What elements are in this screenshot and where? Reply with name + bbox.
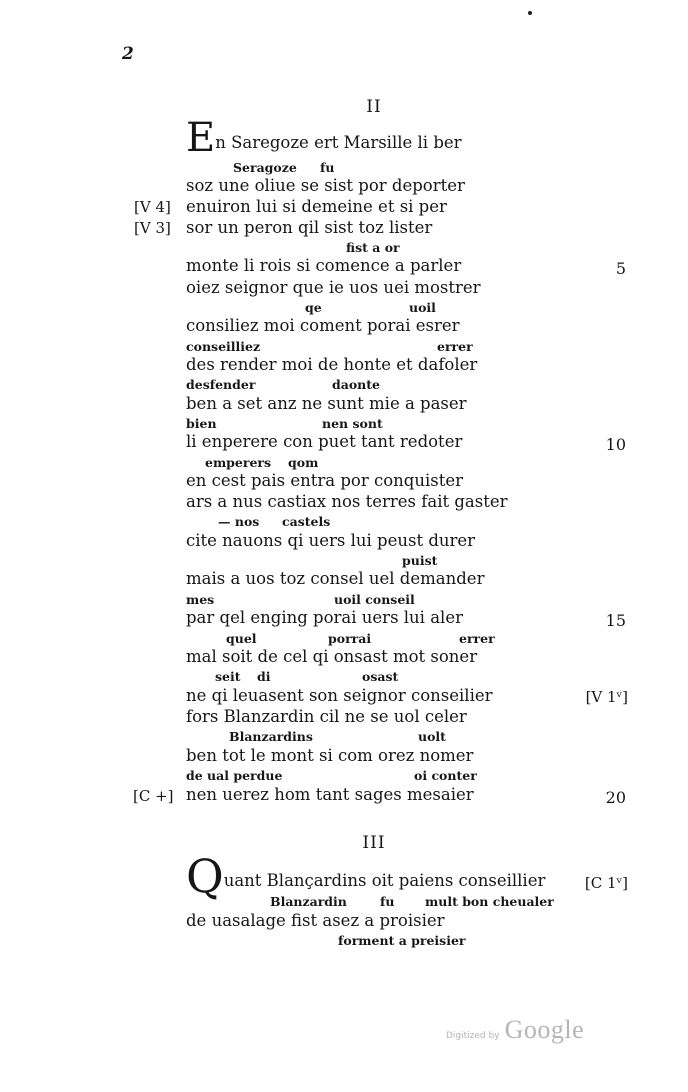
variant-reading: bien (186, 416, 217, 431)
variant-reading: Blanzardin (270, 894, 347, 909)
manuscript-siglum: [C 1ᵛ] (584, 874, 628, 892)
verse-line-18: fors Blanzardin cil ne se uol celer (186, 707, 467, 726)
verse-line-22: de uasalage fist asez a proisier (186, 911, 445, 930)
verse-line-1 (186, 115, 462, 161)
verse-line-8: des render moi de honte et dafoler (186, 355, 478, 374)
manuscript-siglum: [V 1ᵛ] (585, 688, 628, 706)
variant-reading: uoil (409, 300, 436, 315)
variant-reading: — nos (218, 514, 260, 529)
variant-reading: di (257, 669, 271, 684)
verse-line-15: par qel enging porai uers lui aler (186, 608, 463, 627)
verse-line-3: enuiron lui si demeine et si per (186, 197, 447, 216)
variant-reading: uolt (418, 729, 446, 744)
verse-line-14: mais a uos toz consel uel demander (186, 569, 485, 588)
variant-reading: conseilliez (186, 339, 261, 354)
digitized-label: Digitized by (446, 1031, 500, 1041)
variant-reading: qom (288, 455, 319, 470)
line-number: 15 (605, 611, 626, 630)
ink-dot (528, 11, 532, 15)
variant-reading: errer (459, 631, 495, 646)
variant-reading: porrai (328, 631, 372, 646)
variant-reading: fu (380, 894, 395, 909)
verse-text: n Saregoze ert Marsille li ber (215, 133, 462, 152)
verse-line-16: mal soit de cel qi onsast mot soner (186, 647, 478, 666)
variant-reading: qe (305, 300, 322, 315)
variant-reading: nen sont (322, 416, 383, 431)
variant-reading: fist a or (346, 240, 400, 255)
variant-reading: osast (362, 669, 399, 684)
variant-reading: puist (402, 553, 438, 568)
section-heading-ii: II (366, 97, 382, 117)
variant-reading: mes (186, 592, 215, 607)
page-number: 2 (122, 44, 134, 64)
line-number: 20 (605, 788, 626, 807)
variant-reading: emperers (205, 455, 272, 470)
variant-reading: Blanzardins (229, 729, 313, 744)
variant-reading: errer (437, 339, 473, 354)
verse-line-6: oiez seignor que ie uos uei mostrer (186, 278, 481, 297)
variant-reading: fu (320, 160, 335, 175)
variant-reading: de ual perdue (186, 768, 283, 783)
variant-reading: Seragoze (233, 160, 297, 175)
manuscript-siglum: [V 3] (134, 219, 171, 237)
verse-line-5: monte li rois si comence a parler (186, 256, 462, 275)
variant-reading: mult bon cheualer (425, 894, 554, 909)
variant-reading: seit (215, 669, 241, 684)
verse-line-2: soz une oliue se sist por deporter (186, 176, 465, 195)
variant-reading: desfender (186, 377, 256, 392)
verse-line-10: li enperere con puet tant redoter (186, 432, 463, 451)
verse-line-19: ben tot le mont si com orez nomer (186, 746, 474, 765)
verse-line-9: ben a set anz ne sunt mie a paser (186, 394, 467, 413)
verse-text: uant Blançardins oit paiens conseillier (223, 871, 546, 890)
google-logo: Google (504, 1015, 585, 1044)
verse-line-11: en cest pais entra por conquister (186, 471, 464, 490)
variant-reading: oi conter (414, 768, 477, 783)
manuscript-siglum: [V 4] (134, 198, 171, 216)
variant-reading: quel (226, 631, 257, 646)
section-heading-iii: III (362, 833, 386, 853)
variant-reading: forment a preisier (338, 933, 466, 948)
line-number: 5 (615, 259, 626, 278)
verse-line-12: ars a nus castiax nos terres fait gaster (186, 492, 508, 511)
line-number: 10 (605, 435, 626, 454)
variant-reading: uoil conseil (334, 592, 415, 607)
verse-line-7: consiliez moi coment porai esrer (186, 316, 460, 335)
variant-reading: daonte (332, 377, 380, 392)
verse-line-20: nen uerez hom tant sages mesaier (186, 785, 474, 804)
drop-cap-e: E (186, 115, 216, 161)
verse-line-4: sor un peron qil sist toz lister (186, 218, 433, 237)
verse-line-13: cite nauons qi uers lui peust durer (186, 531, 476, 550)
variant-reading: castels (282, 514, 331, 529)
verse-line-17: ne qi leuasent son seignor conseilier (186, 686, 493, 705)
manuscript-siglum: [C +] (133, 787, 174, 805)
digitized-watermark (446, 1015, 584, 1045)
drop-cap-q: Q (186, 849, 224, 903)
